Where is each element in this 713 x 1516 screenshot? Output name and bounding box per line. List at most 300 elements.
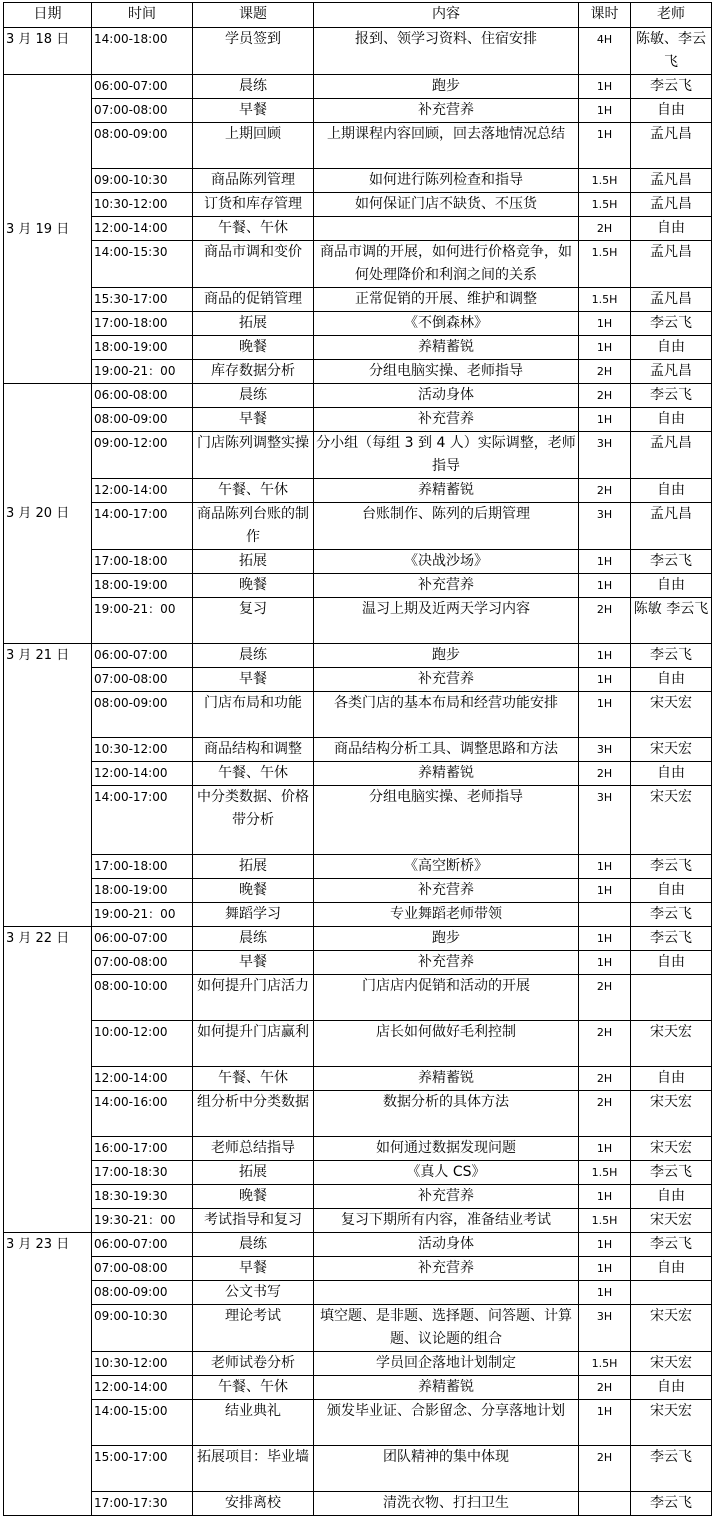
- teacher-cell: 宋天宏: [631, 1021, 712, 1067]
- topic-cell: 商品市调和变价: [193, 241, 314, 288]
- teacher-cell: 自由: [631, 408, 712, 432]
- topic-cell: 早餐: [193, 99, 314, 123]
- content-cell: 报到、领学习资料、住宿安排: [314, 28, 579, 75]
- topic-cell: 晨练: [193, 927, 314, 951]
- time-cell: 19:00-21：00: [92, 903, 193, 927]
- table-row: [4, 1446, 712, 1492]
- topic-cell: 如何提升门店赢利: [193, 1021, 314, 1067]
- content-cell: 活动身体: [314, 384, 579, 408]
- content-cell: 温习上期及近两天学习内容: [314, 598, 579, 644]
- hours-cell: 1H: [579, 1257, 631, 1281]
- table-row: [4, 1161, 712, 1185]
- table-row: [4, 1281, 712, 1305]
- content-cell: 活动身体: [314, 1233, 579, 1257]
- teacher-cell: 自由: [631, 668, 712, 692]
- topic-cell: 商品陈列管理: [193, 169, 314, 193]
- hours-cell: 1H: [579, 1400, 631, 1446]
- content-cell: 如何进行陈列检查和指导: [314, 169, 579, 193]
- topic-cell: 公文书写: [193, 1281, 314, 1305]
- teacher-cell: 宋天宏: [631, 1352, 712, 1376]
- topic-cell: 早餐: [193, 408, 314, 432]
- table-row: [4, 123, 712, 169]
- table-row: [4, 1305, 712, 1352]
- time-cell: 17:00-18:00: [92, 312, 193, 336]
- content-cell: 跑步: [314, 75, 579, 99]
- teacher-cell: 陈敏 李云飞: [631, 598, 712, 644]
- table-row: [4, 217, 712, 241]
- schedule-table: [3, 2, 712, 1516]
- content-cell: 如何保证门店不缺货、不压货: [314, 193, 579, 217]
- teacher-cell: 宋天宏: [631, 1209, 712, 1233]
- table-row: [4, 312, 712, 336]
- time-cell: 17:00-18:00: [92, 855, 193, 879]
- teacher-cell: 李云飞: [631, 384, 712, 408]
- table-row: [4, 288, 712, 312]
- topic-cell: 晨练: [193, 75, 314, 99]
- topic-cell: 午餐、午休: [193, 479, 314, 503]
- content-cell: 《不倒森林》: [314, 312, 579, 336]
- hours-cell: 1H: [579, 1233, 631, 1257]
- content-cell: 分小组（每组 3 到 4 人）实际调整，老师指导: [314, 432, 579, 479]
- content-cell: [314, 217, 579, 241]
- hours-cell: 2H: [579, 479, 631, 503]
- hours-cell: 2H: [579, 598, 631, 644]
- table-row: [4, 169, 712, 193]
- table-row: [4, 574, 712, 598]
- table-row: [4, 879, 712, 903]
- table-row: [4, 598, 712, 644]
- content-cell: 《高空断桥》: [314, 855, 579, 879]
- content-cell: 商品结构分析工具、调整思路和方法: [314, 738, 579, 762]
- table-row: [4, 1233, 712, 1257]
- content-cell: 分组电脑实操、老师指导: [314, 360, 579, 384]
- teacher-cell: 自由: [631, 574, 712, 598]
- table-row: [4, 762, 712, 786]
- topic-cell: 晚餐: [193, 1185, 314, 1209]
- content-cell: 养精蓄锐: [314, 1376, 579, 1400]
- content-cell: 《决战沙场》: [314, 550, 579, 574]
- time-cell: 07:00-08:00: [92, 1257, 193, 1281]
- topic-cell: 晨练: [193, 384, 314, 408]
- topic-cell: 晚餐: [193, 879, 314, 903]
- table-row: [4, 692, 712, 738]
- teacher-cell: 李云飞: [631, 1446, 712, 1492]
- hours-cell: 3H: [579, 1305, 631, 1352]
- time-cell: 10:30-12:00: [92, 1352, 193, 1376]
- hours-cell: 2H: [579, 1376, 631, 1400]
- time-cell: 17:00-18:30: [92, 1161, 193, 1185]
- table-row: [4, 479, 712, 503]
- content-cell: 补充营养: [314, 1185, 579, 1209]
- time-cell: 09:00-12:00: [92, 432, 193, 479]
- teacher-cell: [631, 1281, 712, 1305]
- header-time: 时间: [92, 3, 193, 28]
- header-topic: 课题: [193, 3, 314, 28]
- hours-cell: 1H: [579, 312, 631, 336]
- table-row: [4, 408, 712, 432]
- table-row: [4, 432, 712, 479]
- teacher-cell: 自由: [631, 217, 712, 241]
- time-cell: 14:00-15:00: [92, 1400, 193, 1446]
- teacher-cell: 李云飞: [631, 1492, 712, 1516]
- teacher-cell: 宋天宏: [631, 786, 712, 855]
- topic-cell: 拓展: [193, 1161, 314, 1185]
- content-cell: 补充营养: [314, 1257, 579, 1281]
- topic-cell: 午餐、午休: [193, 1067, 314, 1091]
- time-cell: 09:00-10:30: [92, 169, 193, 193]
- table-row: [4, 903, 712, 927]
- content-cell: 专业舞蹈老师带领: [314, 903, 579, 927]
- content-cell: 台账制作、陈列的后期管理: [314, 503, 579, 550]
- content-cell: 上期课程内容回顾，回去落地情况总结: [314, 123, 579, 169]
- time-cell: 14:00-16:00: [92, 1091, 193, 1137]
- table-row: [4, 1021, 712, 1067]
- time-cell: 06:00-07:00: [92, 1233, 193, 1257]
- teacher-cell: 孟凡昌: [631, 360, 712, 384]
- time-cell: 14:00-17:00: [92, 786, 193, 855]
- content-cell: 清洗衣物、打扫卫生: [314, 1492, 579, 1516]
- time-cell: 15:30-17:00: [92, 288, 193, 312]
- content-cell: [314, 1281, 579, 1305]
- time-cell: 18:00-19:00: [92, 879, 193, 903]
- teacher-cell: 李云飞: [631, 1161, 712, 1185]
- time-cell: 08:00-09:00: [92, 692, 193, 738]
- header-date: 日期: [4, 3, 92, 28]
- day-date-cell: 3 月 23 日: [4, 1233, 92, 1516]
- topic-cell: 复习: [193, 598, 314, 644]
- table-row: [4, 384, 712, 408]
- table-row: [4, 975, 712, 1021]
- topic-cell: 晚餐: [193, 574, 314, 598]
- topic-cell: 订货和库存管理: [193, 193, 314, 217]
- table-row: [4, 786, 712, 855]
- table-row: [4, 193, 712, 217]
- time-cell: 06:00-07:00: [92, 75, 193, 99]
- content-cell: 跑步: [314, 644, 579, 668]
- teacher-cell: 李云飞: [631, 75, 712, 99]
- time-cell: 16:00-17:00: [92, 1137, 193, 1161]
- topic-cell: 拓展项目：毕业墙: [193, 1446, 314, 1492]
- teacher-cell: 李云飞: [631, 903, 712, 927]
- time-cell: 10:30-12:00: [92, 193, 193, 217]
- hours-cell: 2H: [579, 384, 631, 408]
- time-cell: 12:00-14:00: [92, 762, 193, 786]
- topic-cell: 组分析中分类数据: [193, 1091, 314, 1137]
- header-row: [4, 3, 712, 28]
- table-row: [4, 855, 712, 879]
- teacher-cell: 李云飞: [631, 927, 712, 951]
- table-row: [4, 644, 712, 668]
- teacher-cell: 李云飞: [631, 312, 712, 336]
- table-row: [4, 1400, 712, 1446]
- content-cell: 数据分析的具体方法: [314, 1091, 579, 1137]
- hours-cell: 1H: [579, 75, 631, 99]
- table-row: [4, 1067, 712, 1091]
- topic-cell: 晨练: [193, 644, 314, 668]
- content-cell: 补充营养: [314, 574, 579, 598]
- hours-cell: 1H: [579, 1185, 631, 1209]
- teacher-cell: 宋天宏: [631, 1091, 712, 1137]
- content-cell: 跑步: [314, 927, 579, 951]
- schedule-body: [4, 28, 712, 1516]
- hours-cell: 2H: [579, 217, 631, 241]
- table-row: [4, 1137, 712, 1161]
- table-row: [4, 75, 712, 99]
- content-cell: 各类门店的基本布局和经营功能安排: [314, 692, 579, 738]
- hours-cell: 3H: [579, 503, 631, 550]
- hours-cell: 1H: [579, 550, 631, 574]
- hours-cell: 1H: [579, 879, 631, 903]
- content-cell: 门店店内促销和活动的开展: [314, 975, 579, 1021]
- content-cell: 颁发毕业证、合影留念、分享落地计划: [314, 1400, 579, 1446]
- time-cell: 08:00-09:00: [92, 408, 193, 432]
- teacher-cell: 自由: [631, 1067, 712, 1091]
- hours-cell: 1H: [579, 644, 631, 668]
- time-cell: 06:00-07:00: [92, 644, 193, 668]
- hours-cell: 1.5H: [579, 288, 631, 312]
- content-cell: 学员回企落地计划制定: [314, 1352, 579, 1376]
- hours-cell: 1H: [579, 336, 631, 360]
- content-cell: 分组电脑实操、老师指导: [314, 786, 579, 855]
- time-cell: 19:00-21：00: [92, 360, 193, 384]
- hours-cell: 1H: [579, 855, 631, 879]
- table-row: [4, 1352, 712, 1376]
- topic-cell: 晨练: [193, 1233, 314, 1257]
- day-date-cell: 3 月 20 日: [4, 384, 92, 644]
- time-cell: 06:00-08:00: [92, 384, 193, 408]
- table-row: [4, 1185, 712, 1209]
- table-row: [4, 738, 712, 762]
- hours-cell: 1.5H: [579, 1161, 631, 1185]
- day-date-cell: 3 月 19 日: [4, 75, 92, 384]
- time-cell: 08:00-09:00: [92, 123, 193, 169]
- time-cell: 15:00-17:00: [92, 1446, 193, 1492]
- hours-cell: [579, 1492, 631, 1516]
- hours-cell: 2H: [579, 762, 631, 786]
- teacher-cell: 宋天宏: [631, 738, 712, 762]
- teacher-cell: 孟凡昌: [631, 503, 712, 550]
- topic-cell: 门店布局和功能: [193, 692, 314, 738]
- hours-cell: 1.5H: [579, 169, 631, 193]
- topic-cell: 考试指导和复习: [193, 1209, 314, 1233]
- hours-cell: 1H: [579, 574, 631, 598]
- teacher-cell: 宋天宏: [631, 692, 712, 738]
- content-cell: 养精蓄锐: [314, 1067, 579, 1091]
- hours-cell: 1H: [579, 927, 631, 951]
- teacher-cell: 自由: [631, 1185, 712, 1209]
- table-row: [4, 336, 712, 360]
- topic-cell: 安排离校: [193, 1492, 314, 1516]
- hours-cell: 2H: [579, 1067, 631, 1091]
- hours-cell: 1H: [579, 1281, 631, 1305]
- day-date-cell: 3 月 21 日: [4, 644, 92, 927]
- time-cell: 14:00-15:30: [92, 241, 193, 288]
- teacher-cell: 自由: [631, 951, 712, 975]
- teacher-cell: 宋天宏: [631, 1137, 712, 1161]
- topic-cell: 门店陈列调整实操: [193, 432, 314, 479]
- time-cell: 19:30-21：00: [92, 1209, 193, 1233]
- teacher-cell: 孟凡昌: [631, 432, 712, 479]
- content-cell: 如何通过数据发现问题: [314, 1137, 579, 1161]
- time-cell: 10:30-12:00: [92, 738, 193, 762]
- time-cell: 18:30-19:30: [92, 1185, 193, 1209]
- hours-cell: 1H: [579, 99, 631, 123]
- hours-cell: 1.5H: [579, 193, 631, 217]
- hours-cell: 1H: [579, 123, 631, 169]
- topic-cell: 老师试卷分析: [193, 1352, 314, 1376]
- time-cell: 07:00-08:00: [92, 951, 193, 975]
- table-row: [4, 1376, 712, 1400]
- content-cell: 《真人 CS》: [314, 1161, 579, 1185]
- time-cell: 07:00-08:00: [92, 99, 193, 123]
- time-cell: 12:00-14:00: [92, 1067, 193, 1091]
- table-row: [4, 28, 712, 75]
- content-cell: 正常促销的开展、维护和调整: [314, 288, 579, 312]
- teacher-cell: 孟凡昌: [631, 169, 712, 193]
- hours-cell: 1.5H: [579, 241, 631, 288]
- hours-cell: 1H: [579, 692, 631, 738]
- topic-cell: 拓展: [193, 855, 314, 879]
- topic-cell: 午餐、午休: [193, 1376, 314, 1400]
- topic-cell: 中分类数据、价格带分析: [193, 786, 314, 855]
- time-cell: 07:00-08:00: [92, 668, 193, 692]
- table-row: [4, 1091, 712, 1137]
- topic-cell: 老师总结指导: [193, 1137, 314, 1161]
- topic-cell: 理论考试: [193, 1305, 314, 1352]
- day-date-cell: 3 月 22 日: [4, 927, 92, 1233]
- header-hours: 课时: [579, 3, 631, 28]
- teacher-cell: 自由: [631, 879, 712, 903]
- topic-cell: 上期回顾: [193, 123, 314, 169]
- topic-cell: 如何提升门店活力: [193, 975, 314, 1021]
- time-cell: 09:00-10:30: [92, 1305, 193, 1352]
- hours-cell: 2H: [579, 1091, 631, 1137]
- teacher-cell: 李云飞: [631, 644, 712, 668]
- topic-cell: 结业典礼: [193, 1400, 314, 1446]
- topic-cell: 晚餐: [193, 336, 314, 360]
- hours-cell: 3H: [579, 738, 631, 762]
- teacher-cell: 孟凡昌: [631, 241, 712, 288]
- topic-cell: 早餐: [193, 951, 314, 975]
- content-cell: 补充营养: [314, 668, 579, 692]
- day-date-cell: 3 月 18 日: [4, 28, 92, 75]
- content-cell: 店长如何做好毛利控制: [314, 1021, 579, 1067]
- table-row: [4, 1209, 712, 1233]
- hours-cell: 1H: [579, 408, 631, 432]
- header-teacher: 老师: [631, 3, 712, 28]
- topic-cell: 舞蹈学习: [193, 903, 314, 927]
- teacher-cell: 孟凡昌: [631, 123, 712, 169]
- content-cell: 补充营养: [314, 99, 579, 123]
- table-row: [4, 951, 712, 975]
- content-cell: 补充营养: [314, 408, 579, 432]
- teacher-cell: 孟凡昌: [631, 288, 712, 312]
- topic-cell: 拓展: [193, 550, 314, 574]
- time-cell: 17:00-18:00: [92, 550, 193, 574]
- teacher-cell: 李云飞: [631, 550, 712, 574]
- teacher-cell: 自由: [631, 479, 712, 503]
- teacher-cell: 李云飞: [631, 855, 712, 879]
- content-cell: 复习下期所有内容，准备结业考试: [314, 1209, 579, 1233]
- hours-cell: 1H: [579, 951, 631, 975]
- teacher-cell: [631, 975, 712, 1021]
- hours-cell: 2H: [579, 1446, 631, 1492]
- hours-cell: 1.5H: [579, 1209, 631, 1233]
- time-cell: 12:00-14:00: [92, 479, 193, 503]
- time-cell: 06:00-07:00: [92, 927, 193, 951]
- time-cell: 08:00-10:00: [92, 975, 193, 1021]
- hours-cell: 1H: [579, 668, 631, 692]
- hours-cell: 1H: [579, 1137, 631, 1161]
- content-cell: 团队精神的集中体现: [314, 1446, 579, 1492]
- time-cell: 17:00-17:30: [92, 1492, 193, 1516]
- content-cell: 养精蓄锐: [314, 479, 579, 503]
- teacher-cell: 陈敏、李云飞: [631, 28, 712, 75]
- table-row: [4, 1257, 712, 1281]
- topic-cell: 午餐、午休: [193, 762, 314, 786]
- time-cell: 08:00-09:00: [92, 1281, 193, 1305]
- hours-cell: 2H: [579, 975, 631, 1021]
- table-row: [4, 927, 712, 951]
- topic-cell: 早餐: [193, 668, 314, 692]
- time-cell: 12:00-14:00: [92, 1376, 193, 1400]
- topic-cell: 库存数据分析: [193, 360, 314, 384]
- teacher-cell: 宋天宏: [631, 1305, 712, 1352]
- header-content: 内容: [314, 3, 579, 28]
- topic-cell: 早餐: [193, 1257, 314, 1281]
- table-row: [4, 360, 712, 384]
- teacher-cell: 自由: [631, 99, 712, 123]
- teacher-cell: 宋天宏: [631, 1400, 712, 1446]
- topic-cell: 商品结构和调整: [193, 738, 314, 762]
- hours-cell: 4H: [579, 28, 631, 75]
- teacher-cell: 自由: [631, 336, 712, 360]
- topic-cell: 拓展: [193, 312, 314, 336]
- content-cell: 补充营养: [314, 879, 579, 903]
- time-cell: 12:00-14:00: [92, 217, 193, 241]
- content-cell: 补充营养: [314, 951, 579, 975]
- hours-cell: 2H: [579, 1021, 631, 1067]
- table-row: [4, 99, 712, 123]
- teacher-cell: 自由: [631, 1376, 712, 1400]
- time-cell: 14:00-17:00: [92, 503, 193, 550]
- hours-cell: [579, 903, 631, 927]
- topic-cell: 学员签到: [193, 28, 314, 75]
- table-row: [4, 668, 712, 692]
- topic-cell: 商品的促销管理: [193, 288, 314, 312]
- time-cell: 19:00-21：00: [92, 598, 193, 644]
- table-row: [4, 550, 712, 574]
- time-cell: 18:00-19:00: [92, 336, 193, 360]
- table-row: [4, 503, 712, 550]
- content-cell: 商品市调的开展，如何进行价格竞争，如何处理降价和利润之间的关系: [314, 241, 579, 288]
- teacher-cell: 自由: [631, 762, 712, 786]
- topic-cell: 午餐、午休: [193, 217, 314, 241]
- content-cell: 养精蓄锐: [314, 762, 579, 786]
- hours-cell: 3H: [579, 786, 631, 855]
- hours-cell: 3H: [579, 432, 631, 479]
- hours-cell: 2H: [579, 360, 631, 384]
- content-cell: 填空题、是非题、选择题、问答题、计算题、议论题的组合: [314, 1305, 579, 1352]
- content-cell: 养精蓄锐: [314, 336, 579, 360]
- teacher-cell: 自由: [631, 1257, 712, 1281]
- topic-cell: 商品陈列台账的制作: [193, 503, 314, 550]
- table-row: [4, 241, 712, 288]
- time-cell: 18:00-19:00: [92, 574, 193, 598]
- time-cell: 10:00-12:00: [92, 1021, 193, 1067]
- time-cell: 14:00-18:00: [92, 28, 193, 75]
- teacher-cell: 李云飞: [631, 1233, 712, 1257]
